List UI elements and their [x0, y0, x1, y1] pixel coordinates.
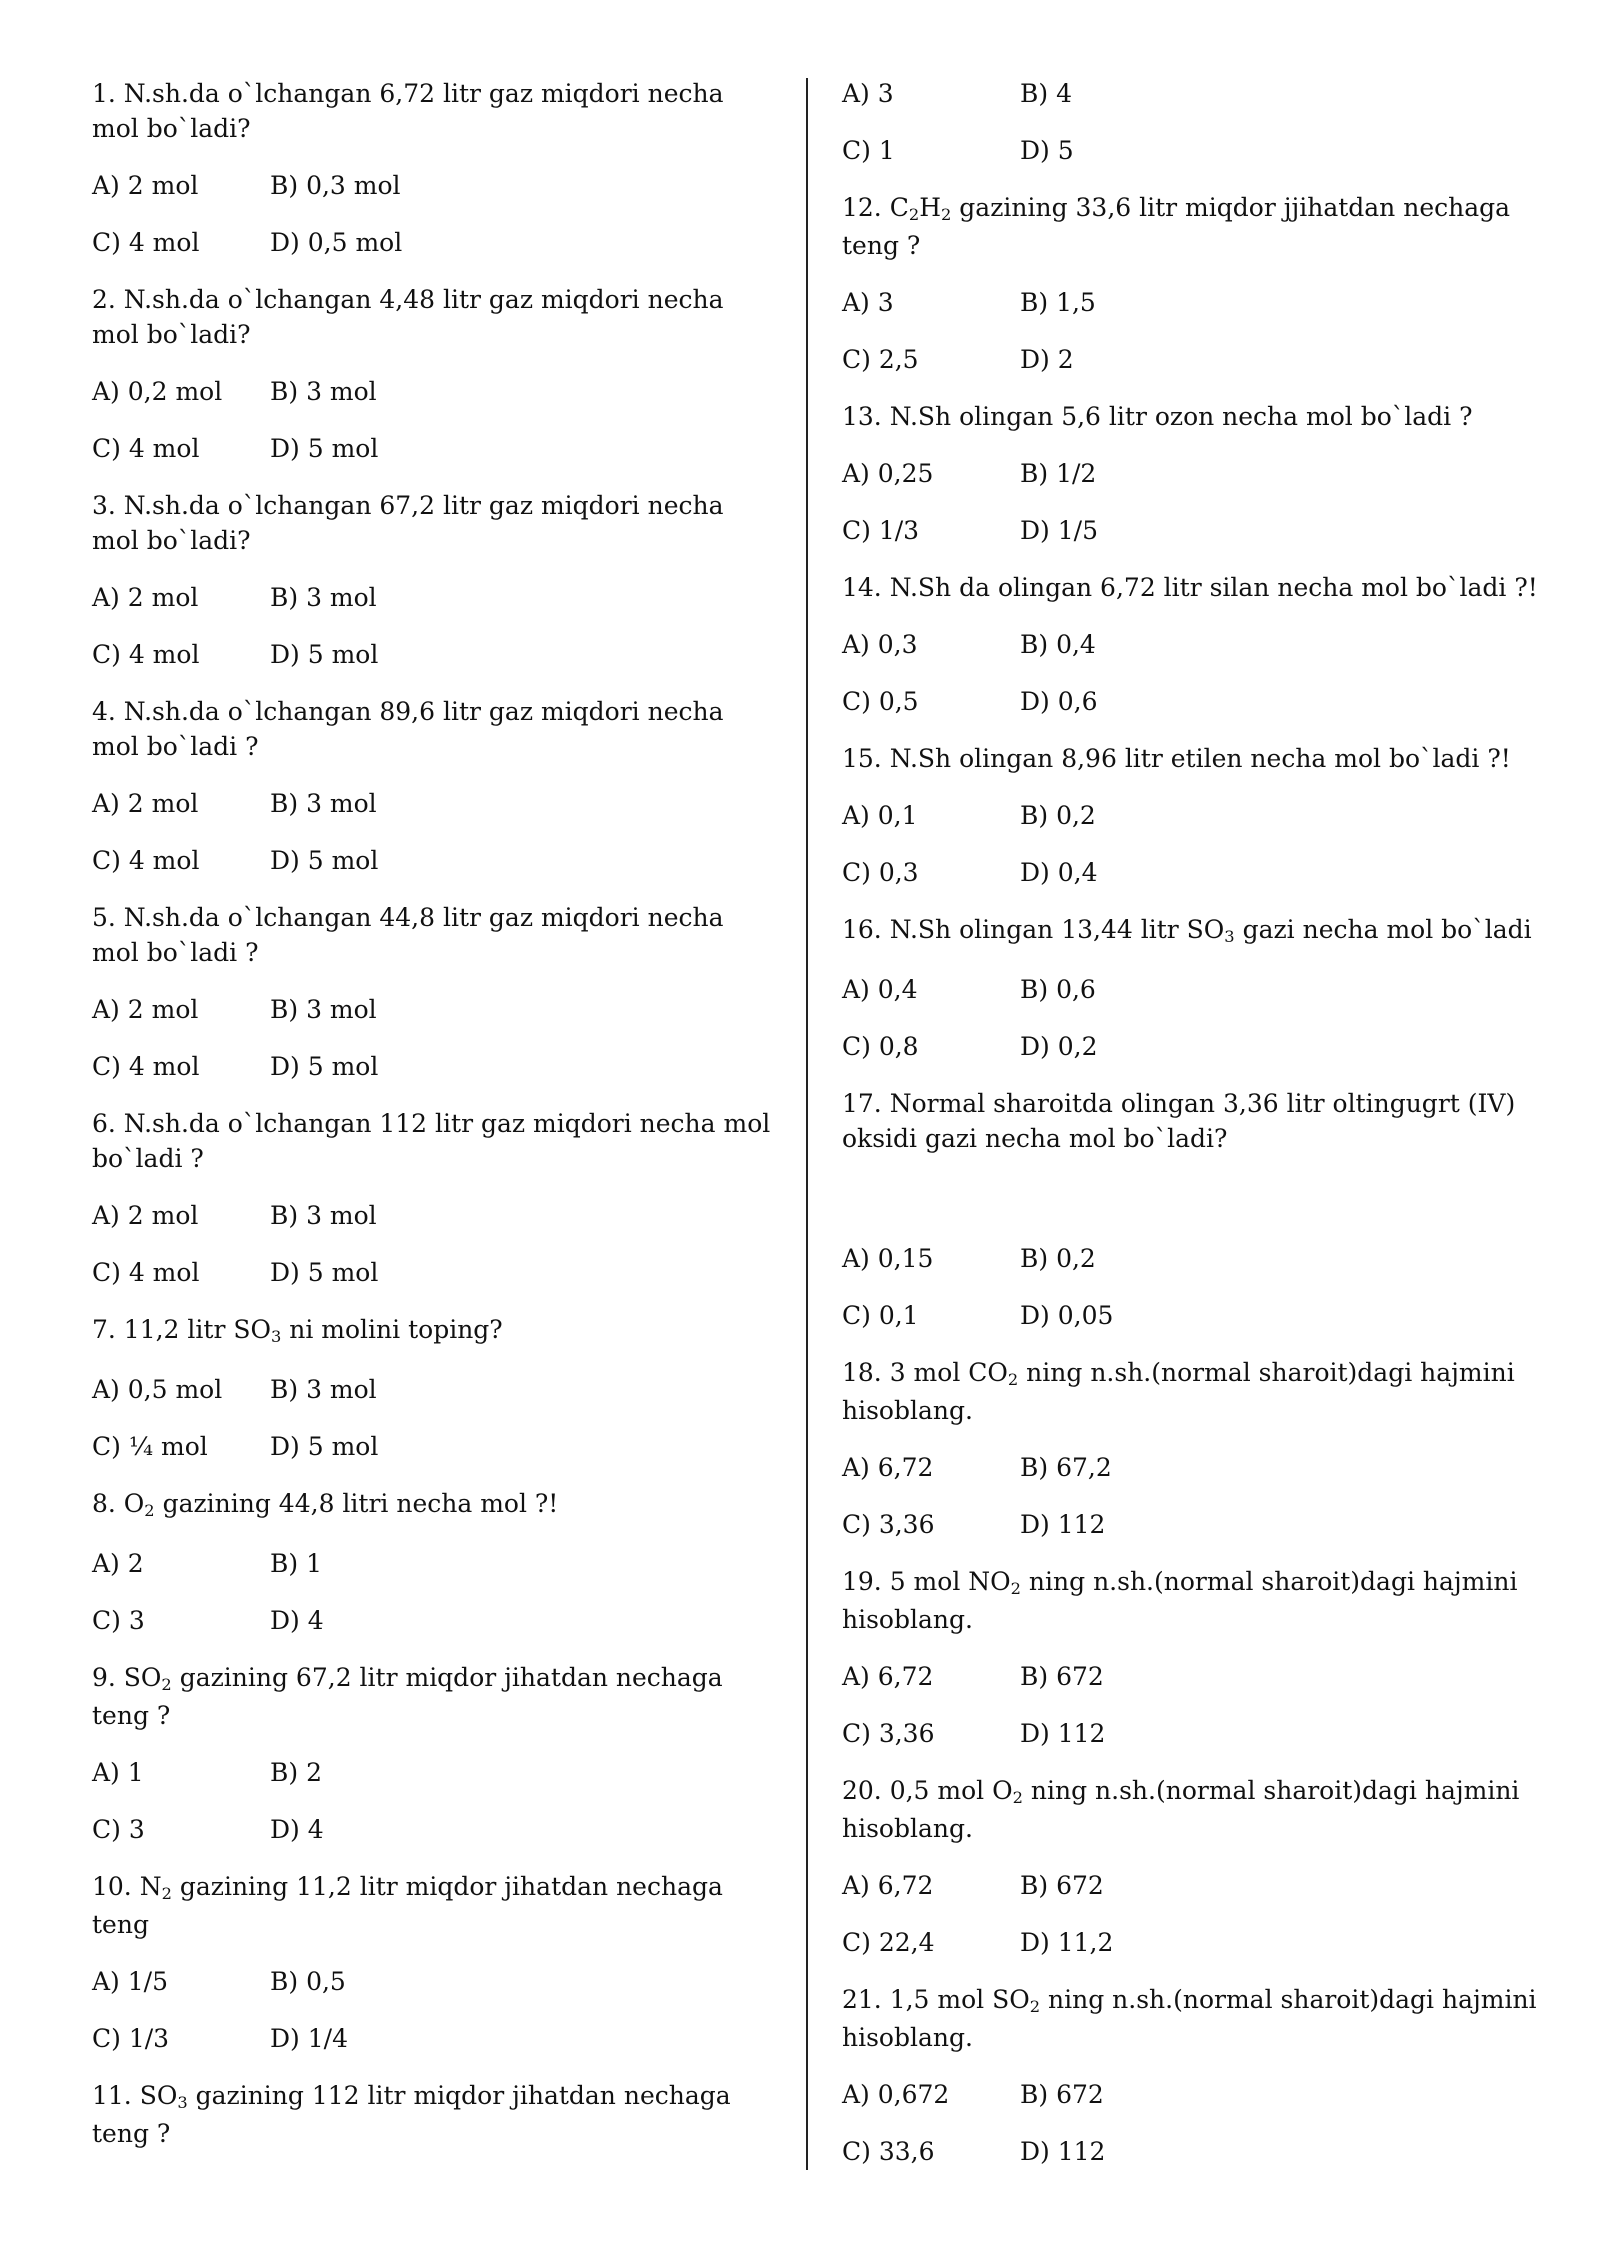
option-b[interactable]: B) 672 [1020, 1871, 1104, 1900]
option-c[interactable]: C) 4 mol [92, 228, 200, 257]
question-text: 7. 11,2 litr $SO_3$ ni molini toping? [92, 1315, 503, 1346]
option-c[interactable]: C) 3 [92, 1815, 145, 1844]
option-b[interactable]: B) 3 mol [270, 789, 377, 818]
option-b[interactable]: B) 0,2 [1020, 801, 1096, 830]
option-a[interactable]: A) 0,5 mol [92, 1375, 223, 1404]
option-d[interactable]: D) 112 [1020, 1719, 1106, 1748]
option-a[interactable]: A) 0,2 mol [92, 377, 223, 406]
option-a[interactable]: A) 2 mol [92, 171, 199, 200]
question-4 [92, 694, 772, 878]
option-c[interactable]: C) 0,8 [842, 1032, 919, 1061]
option-a[interactable]: A) 0,3 [842, 630, 918, 659]
option-d[interactable]: D) 112 [1020, 1510, 1106, 1539]
option-a[interactable]: A) 2 [92, 1549, 144, 1578]
question-14 [842, 570, 1542, 719]
option-b[interactable]: B) 3 mol [270, 1201, 377, 1230]
option-d[interactable]: D) 5 [1020, 136, 1074, 165]
option-b[interactable]: B) 3 mol [270, 583, 377, 612]
option-b[interactable]: B) 0,3 mol [270, 171, 401, 200]
question-text: 1. N.sh.da o`lchangan 6,72 litr gaz miqdori necha mol bo`ladi? [92, 79, 724, 143]
option-d[interactable]: D) 4 [270, 1815, 324, 1844]
option-a[interactable]: A) 2 mol [92, 583, 199, 612]
option-d[interactable]: D) 0,5 mol [270, 228, 403, 257]
option-a[interactable]: A) 3 [842, 288, 894, 317]
option-b[interactable]: B) 0,4 [1020, 630, 1096, 659]
question-text: 14. N.Sh da olingan 6,72 litr silan necha mol bo`ladi ?! [842, 573, 1538, 602]
option-c[interactable]: C) 1/3 [842, 516, 920, 545]
question-text: 16. N.Sh olingan 13,44 litr $SO_3$ gazi necha mol bo`ladi [842, 915, 1532, 946]
option-b[interactable]: B) 4 [1020, 79, 1072, 108]
question-text: 15. N.Sh olingan 8,96 litr etilen necha mol bo`ladi ?! [842, 744, 1511, 773]
option-c[interactable]: C) 4 mol [92, 846, 200, 875]
question-10 [92, 1869, 772, 2056]
question-text: 11. $SO_3$ gazining 112 litr miqdor jihatdan nechaga teng ? [92, 2081, 731, 2148]
question-7 [92, 1312, 772, 1464]
option-b[interactable]: B) 3 mol [270, 377, 377, 406]
question-8 [92, 1486, 772, 1638]
option-c[interactable]: C) 4 mol [92, 1052, 200, 1081]
option-a[interactable]: A) 0,15 [842, 1244, 934, 1273]
option-c[interactable]: C) ¼ mol [92, 1432, 208, 1461]
question-text: 13. N.Sh olingan 5,6 litr ozon necha mol bo`ladi ? [842, 402, 1473, 431]
question-13 [842, 399, 1542, 548]
right-column [842, 76, 1542, 2191]
option-a[interactable]: A) 2 mol [92, 995, 199, 1024]
option-d[interactable]: D) 5 mol [270, 434, 379, 463]
question-text: 20. 0,5 mol $O_2$ ning n.sh.(normal sharoit)dagi hajmini hisoblang. [842, 1776, 1520, 1843]
option-b[interactable]: B) 0,5 [270, 1967, 346, 1996]
option-a[interactable]: A) 1 [92, 1758, 144, 1787]
option-a[interactable]: A) 6,72 [842, 1453, 934, 1482]
option-d[interactable]: D) 0,6 [1020, 687, 1098, 716]
question-text: 18. 3 mol $CO_2$ ning n.sh.(normal sharoit)dagi hajmini hisoblang. [842, 1358, 1515, 1425]
option-c[interactable]: C) 4 mol [92, 640, 200, 669]
option-c[interactable]: C) 3 [92, 1606, 145, 1635]
question-text: 2. N.sh.da o`lchangan 4,48 litr gaz miqdori necha mol bo`ladi? [92, 285, 724, 349]
question-21 [842, 1982, 1542, 2169]
option-d[interactable]: D) 1/5 [1020, 516, 1098, 545]
option-c[interactable]: C) 33,6 [842, 2137, 935, 2166]
question-text: 19. 5 mol $NO_2$ ning n.sh.(normal sharoit)dagi hajmini hisoblang. [842, 1567, 1518, 1634]
question-text: 6. N.sh.da o`lchangan 112 litr gaz miqdori necha mol bo`ladi ? [92, 1109, 771, 1173]
option-a[interactable]: A) 6,72 [842, 1871, 934, 1900]
option-c[interactable]: C) 0,5 [842, 687, 919, 716]
option-b[interactable]: B) 672 [1020, 2080, 1104, 2109]
question-text: 4. N.sh.da o`lchangan 89,6 litr gaz miqdori necha mol bo`ladi ? [92, 697, 724, 761]
option-b[interactable]: B) 1 [270, 1549, 322, 1578]
option-a[interactable]: A) 0,1 [842, 801, 918, 830]
option-c[interactable]: C) 3,36 [842, 1719, 935, 1748]
option-d[interactable]: D) 0,2 [1020, 1032, 1098, 1061]
option-a[interactable]: A) 1/5 [92, 1967, 168, 1996]
question-6 [92, 1106, 772, 1290]
option-d[interactable]: D) 11,2 [1020, 1928, 1114, 1957]
option-c[interactable]: C) 4 mol [92, 1258, 200, 1287]
question-20 [842, 1773, 1542, 1960]
question-text: 12. $C_2H_2$ gazining 33,6 litr miqdor jjihatdan nechaga teng ? [842, 193, 1511, 260]
question-3 [92, 488, 772, 672]
question-text: 3. N.sh.da o`lchangan 67,2 litr gaz miqdori necha mol bo`ladi? [92, 491, 724, 555]
question-5 [92, 900, 772, 1084]
option-d[interactable]: D) 5 mol [270, 1052, 379, 1081]
option-c[interactable]: C) 1/3 [92, 2024, 170, 2053]
option-d[interactable]: D) 2 [1020, 345, 1074, 374]
option-a[interactable]: A) 2 mol [92, 789, 199, 818]
option-b[interactable]: B) 3 mol [270, 995, 377, 1024]
option-b[interactable]: B) 1,5 [1020, 288, 1096, 317]
option-b[interactable]: B) 0,6 [1020, 975, 1096, 1004]
option-d[interactable]: D) 1/4 [270, 2024, 348, 2053]
option-c[interactable]: C) 2,5 [842, 345, 919, 374]
option-c[interactable]: C) 1 [842, 136, 895, 165]
option-b[interactable]: B) 672 [1020, 1662, 1104, 1691]
option-b[interactable]: B) 3 mol [270, 1375, 377, 1404]
question-text: 10. $N_2$ gazining 11,2 litr miqdor jihatdan nechaga teng [92, 1872, 723, 1939]
question-9 [92, 1660, 772, 1847]
option-a[interactable]: A) 0,672 [842, 2080, 950, 2109]
question-text: 9. $SO_2$ gazining 67,2 litr miqdor jihatdan nechaga teng ? [92, 1663, 723, 1730]
option-c[interactable]: C) 3,36 [842, 1510, 935, 1539]
question-2 [92, 282, 772, 466]
option-a[interactable]: A) 0,25 [842, 459, 934, 488]
option-b[interactable]: B) 1/2 [1020, 459, 1097, 488]
option-c[interactable]: C) 4 mol [92, 434, 200, 463]
question-19 [842, 1564, 1542, 1751]
question-17 [842, 1086, 1542, 1333]
question-11 [92, 2078, 772, 2151]
option-d[interactable]: D) 5 mol [270, 846, 379, 875]
option-a[interactable]: A) 3 [842, 79, 894, 108]
question-text: 17. Normal sharoitda olingan 3,36 litr oltingugrt (IV) oksidi gazi necha mol bo`ladi? [842, 1089, 1516, 1153]
option-a[interactable]: A) 6,72 [842, 1662, 934, 1691]
left-column [92, 76, 772, 2173]
option-c[interactable]: C) 0,1 [842, 1301, 919, 1330]
option-d[interactable]: D) 112 [1020, 2137, 1106, 2166]
option-d[interactable]: D) 0,4 [1020, 858, 1098, 887]
option-a[interactable]: A) 0,4 [842, 975, 918, 1004]
option-c[interactable]: C) 22,4 [842, 1928, 935, 1957]
question-11-options [842, 76, 1542, 168]
question-12 [842, 190, 1542, 377]
question-text: 21. 1,5 mol $SO_2$ ning n.sh.(normal sharoit)dagi hajmini hisoblang. [842, 1985, 1537, 2052]
option-a[interactable]: A) 2 mol [92, 1201, 199, 1230]
option-d[interactable]: D) 5 mol [270, 640, 379, 669]
question-15 [842, 741, 1542, 890]
column-divider [806, 78, 808, 2170]
question-text: 5. N.sh.da o`lchangan 44,8 litr gaz miqdori necha mol bo`ladi ? [92, 903, 724, 967]
option-d[interactable]: D) 5 mol [270, 1258, 379, 1287]
option-b[interactable]: B) 67,2 [1020, 1453, 1112, 1482]
question-16 [842, 912, 1542, 1064]
option-b[interactable]: B) 0,2 [1020, 1244, 1096, 1273]
question-1 [92, 76, 772, 260]
question-18 [842, 1355, 1542, 1542]
option-d[interactable]: D) 4 [270, 1606, 324, 1635]
option-d[interactable]: D) 0,05 [1020, 1301, 1114, 1330]
question-text: 8. $O_2$ gazining 44,8 litri necha mol ?! [92, 1489, 559, 1520]
option-d[interactable]: D) 5 mol [270, 1432, 379, 1461]
option-b[interactable]: B) 2 [270, 1758, 322, 1787]
option-c[interactable]: C) 0,3 [842, 858, 919, 887]
